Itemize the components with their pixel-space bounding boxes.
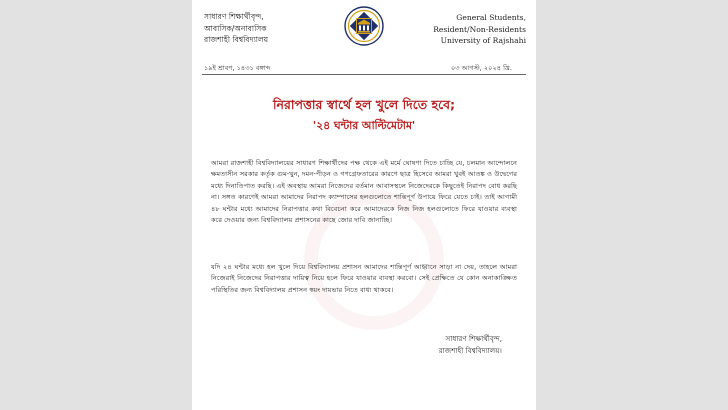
header-sender-bangla xyxy=(204,11,268,46)
header-left-line: আবাসিক/অনাবাসিক xyxy=(204,23,267,33)
header-left-line: রাজশাহী বিশ্ববিদ্যালয় xyxy=(204,35,269,44)
document-page xyxy=(192,0,536,410)
university-seal-icon xyxy=(344,6,384,46)
header-left-line: সাধারণ শিক্ষার্থীবৃন্দ, xyxy=(204,12,264,21)
date-gregorian: ০৩ আগস্ট, ২০২৪ খ্রি. xyxy=(451,64,512,72)
signature-block xyxy=(439,333,502,357)
body-paragraph-1: আমরা রাজশাহী বিশ্ববিদ্যালয়ের সাধারণ শিক্ষার্থীদের পক্ষ থেকে এই মর্মে ঘোষণা দিতে চাচ্ছি যে, চলমান আন্দোলনে ক্ষমতাসীন সরকার কর্তৃক গুম-খুন, দমন-পীড়ন ও গণগ্রেফতারের কারণে ছাত্র হিসেবে আমরা খুবই আতঙ্ক ও উদ্বেগের মধ্যে দিনাতিপাত করছি। এই অবস্থায় আমরা নিজেদের বর্তমান আবাসস্থলে নিজেদেরকে কিছুতেই নিরাপদ বোধ করছি না। সঙ্গত কারণেই আমরা আমাদের নিরাপদ ক্যাম্পাসের হলগুলোতে শান্তিপূর্ণ উপায়ে ফিরে যেতে চাই। তাই আগামী ৪৮ ঘন্টার মধ্যে আমাদের নিরাপত্তার কথা বিবেচনা করে আমাদেরকে নিজ নিজ হলগুলোতে ফিরে যাওয়ার ব্যবস্থা করে দেওয়ার জন্য বিশ্ববিদ্যালয় প্রশাসনের কাছে জোর দাবি জানাচ্ছি। xyxy=(211,159,517,225)
header-right-line: University of Rajshahi xyxy=(440,36,526,45)
notice-subtitle: '২৪ ঘন্টার আল্টিমেটাম' xyxy=(312,119,416,132)
date-bangla: ১৯ই শ্রাবণ, ১৪৩১ বঙ্গাব্দ xyxy=(204,64,271,72)
signature-line: রাজশাহী বিশ্ববিদ্যালয়। xyxy=(438,346,502,355)
header-right-line: Resident/Non-Residents xyxy=(433,24,526,34)
signature-line: সাধারণ শিক্ষার্থীবৃন্দ, xyxy=(445,334,502,343)
notice-title: নিরাপত্তার স্বার্থে হল খুলে দিতে হবে; xyxy=(272,97,456,112)
header-right-line: General Students, xyxy=(456,13,526,22)
header-sender-english xyxy=(433,12,526,47)
header-divider xyxy=(202,74,526,75)
body-paragraph-2: যদি ২৪ ঘন্টার মধ্যে হল খুলে দিয়ে বিশ্ববিদ্যালয় প্রশাসন আমাদের শান্তিপূর্ণ আহ্বানে সাড়া না দেয়, তাহলে আমরা নিজেরাই নিজেদের নিরাপত্তার দায়িত্ব নিয়ে হলে ফিরে যাওয়ার ব্যবস্থা করবো। সেই প্রেক্ষিতে যে কোন অনাকাঙ্ক্ষিত পরিস্থিতির জন্য বিশ্ববিদ্যালয় প্রশাসন স্বয়ং দায়ভার নিতে বাধ্য থাকবে। xyxy=(211,263,517,294)
